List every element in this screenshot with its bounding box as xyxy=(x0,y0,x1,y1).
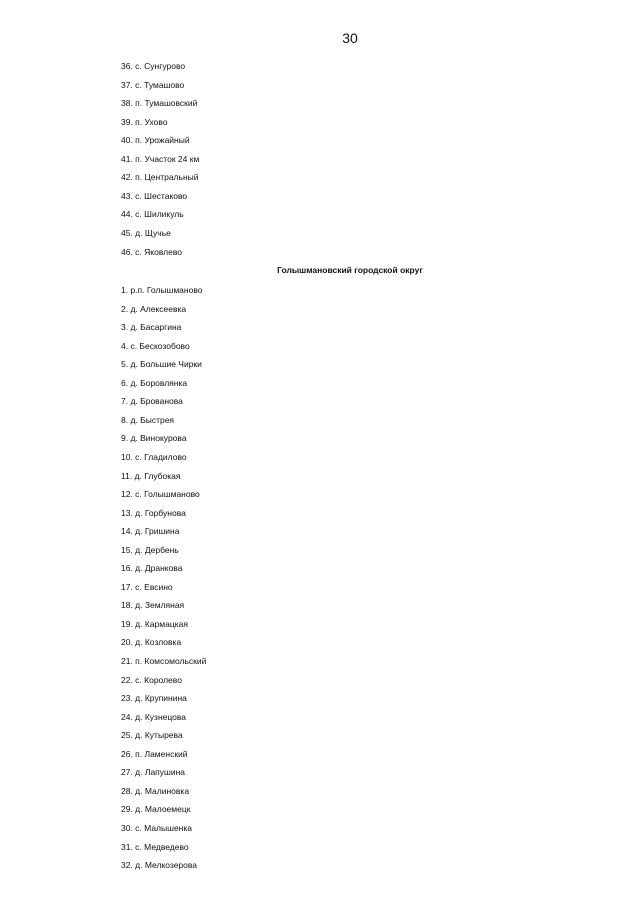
list-item: 18. д. Земляная xyxy=(121,600,185,610)
page-number: 30 xyxy=(342,30,358,46)
list-item: 27. д. Лапушина xyxy=(121,767,186,777)
list-item: 20. д. Козловка xyxy=(121,637,182,647)
list-item: 7. д. Брованова xyxy=(121,396,183,406)
list-item: 23. д. Крупинина xyxy=(121,693,187,703)
list-item: 1. р.п. Голышманово xyxy=(121,285,203,295)
list-item: 42. п. Центральный xyxy=(121,172,199,182)
list-item: 36. с. Сунгурово xyxy=(121,61,186,71)
list-item: 29. д. Малоемецк xyxy=(121,804,191,814)
list-item: 12. с. Голышманово xyxy=(121,489,200,499)
list-item: 2. д. Алексеевка xyxy=(121,304,187,314)
list-item: 11. д. Глубокая xyxy=(121,471,181,481)
list-item: 3. д. Басаргина xyxy=(121,322,182,332)
list-item: 8. д. Быстрея xyxy=(121,415,175,425)
list-item: 25. д. Кутырева xyxy=(121,730,183,740)
list-item: 32. д. Мелкозерова xyxy=(121,860,198,870)
list-item: 40. п. Урожайный xyxy=(121,135,190,145)
list-item: 41. п. Участок 24 км xyxy=(121,154,200,164)
list-item: 9. д. Винокурова xyxy=(121,433,187,443)
list-item: 28. д. Малиновка xyxy=(121,786,190,796)
list-item: 31. с. Медведево xyxy=(121,842,189,852)
list-item: 38. п. Тумашовский xyxy=(121,98,198,108)
list-item: 6. д. Боровлянка xyxy=(121,378,188,388)
list-item: 43. с. Шестаково xyxy=(121,191,188,201)
list-item: 17. с. Евсино xyxy=(121,582,173,592)
list-item: 39. п. Ухово xyxy=(121,117,168,127)
section-heading: Голышмановский городской округ xyxy=(277,265,423,275)
list-item: 5. д. Большие Чирки xyxy=(121,359,202,369)
list-item: 16. д. Дранкова xyxy=(121,563,183,573)
list-item: 44. с. Шиликуль xyxy=(121,209,184,219)
list-item: 21. п. Комсомольский xyxy=(121,656,207,666)
list-item: 22. с. Королево xyxy=(121,675,182,685)
list-item: 19. д. Кармацкая xyxy=(121,619,188,629)
list-item: 13. д. Горбунова xyxy=(121,508,186,518)
list-item: 37. с. Тумашово xyxy=(121,80,185,90)
list-item: 4. с. Бескозобово xyxy=(121,341,190,351)
list-item: 24. д. Кузнецова xyxy=(121,712,187,722)
list-item: 46. с. Яковлево xyxy=(121,247,182,257)
list-item: 26. п. Ламенский xyxy=(121,749,188,759)
list-item: 14. д. Гришина xyxy=(121,526,180,536)
list-item: 30. с. Малышенка xyxy=(121,823,192,833)
list-item: 15. д. Дербень xyxy=(121,545,179,555)
list-item: 10. с. Гладилово xyxy=(121,452,187,462)
list-item: 45. д. Щучье xyxy=(121,228,171,238)
